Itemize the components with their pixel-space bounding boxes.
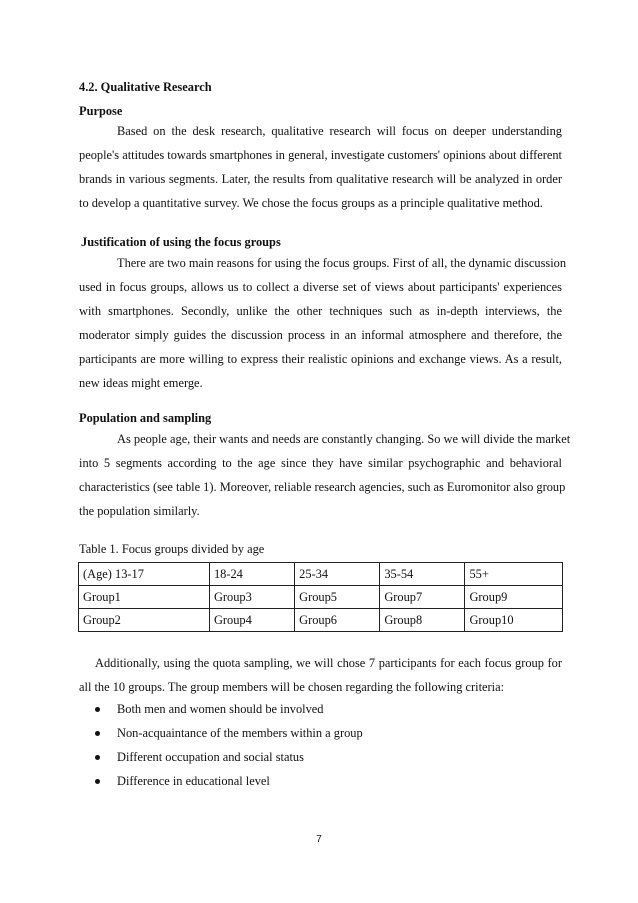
bullet-icon: [95, 707, 100, 712]
paragraph-line: There are two main reasons for using the focus groups. First of all, the dynamic discussion: [117, 256, 567, 270]
list-item-text: Difference in educational level: [117, 774, 270, 788]
paragraph-line: to develop a quantitative survey. We chose the focus groups as a principle qualitative method.: [79, 196, 543, 210]
table-cell: Group3: [209, 586, 294, 609]
table-cell: Group1: [79, 586, 210, 609]
paragraph-line: As people age, their wants and needs are constantly changing. So we will divide the market: [117, 432, 571, 446]
bullet-icon: [95, 731, 100, 736]
paragraph-line: people's attitudes towards smartphones in general, investigate customers' opinions about different: [79, 148, 562, 162]
purpose-paragraph: [79, 119, 562, 215]
table-row: [79, 563, 563, 586]
focus-groups-table: [78, 562, 563, 632]
table-cell: Group9: [465, 586, 563, 609]
justification-paragraph: [79, 251, 567, 395]
paragraph-line: moderator simply guides the discussion process in an informal atmosphere and therefore, the: [79, 328, 562, 342]
table-caption: Table 1. Focus groups divided by age: [79, 542, 265, 556]
table-row: [79, 609, 563, 632]
purpose-heading: Purpose: [79, 104, 123, 118]
table-row: [79, 586, 563, 609]
paragraph-line: Based on the desk research, qualitative research will focus on deeper understanding: [117, 124, 562, 138]
list-item: [92, 697, 363, 721]
population-paragraph: [79, 427, 571, 523]
bullet-icon: [95, 779, 100, 784]
population-heading: Population and sampling: [79, 411, 212, 425]
justification-heading: Justification of using the focus groups: [81, 235, 281, 249]
paragraph-line: the population similarly.: [79, 504, 200, 518]
paragraph-line: participants are more willing to express their realistic opinions and exchange views. As a result,: [79, 352, 562, 366]
bullet-icon: [95, 755, 100, 760]
section-title: 4.2. Qualitative Research: [79, 80, 212, 94]
table-cell: 35-54: [380, 563, 465, 586]
table-cell: Group4: [209, 609, 294, 632]
paragraph-line: with smartphones. Secondly, unlike the other techniques such as in-depth interviews, the: [79, 304, 562, 318]
paragraph-line: characteristics (see table 1). Moreover, reliable research agencies, such as Euromonitor also group: [79, 480, 566, 494]
table-cell: Group2: [79, 609, 210, 632]
table-cell: 55+: [465, 563, 563, 586]
list-item-text: Both men and women should be involved: [117, 702, 324, 716]
page-number: 7: [316, 834, 322, 845]
list-item-text: Non-acquaintance of the members within a group: [117, 726, 363, 740]
criteria-list: [92, 697, 363, 793]
paragraph-line: used in focus groups, allows us to collect a diverse set of views about participants' experiences: [79, 280, 562, 294]
list-item: [92, 721, 363, 745]
list-item-text: Different occupation and social status: [117, 750, 304, 764]
paragraph-line: brands in various segments. Later, the results from qualitative research will be analyzed in order: [79, 172, 562, 186]
paragraph-line: all the 10 groups. The group members will be chosen regarding the following criteria:: [79, 680, 505, 694]
table-cell: Group8: [380, 609, 465, 632]
sampling-paragraph: [79, 651, 562, 699]
table-cell: Group6: [295, 609, 380, 632]
table-cell: (Age) 13-17: [79, 563, 210, 586]
list-item: [92, 745, 363, 769]
table-cell: Group10: [465, 609, 563, 632]
table-cell: Group5: [295, 586, 380, 609]
paragraph-line: new ideas might emerge.: [79, 376, 203, 390]
paragraph-line: into 5 segments according to the age since they have similar psychographic and behavioral: [79, 456, 562, 470]
table-cell: Group7: [380, 586, 465, 609]
paragraph-line: Additionally, using the quota sampling, we will chose 7 participants for each focus group for: [95, 656, 562, 670]
table-cell: 25-34: [295, 563, 380, 586]
table-cell: 18-24: [209, 563, 294, 586]
list-item: [92, 769, 363, 793]
